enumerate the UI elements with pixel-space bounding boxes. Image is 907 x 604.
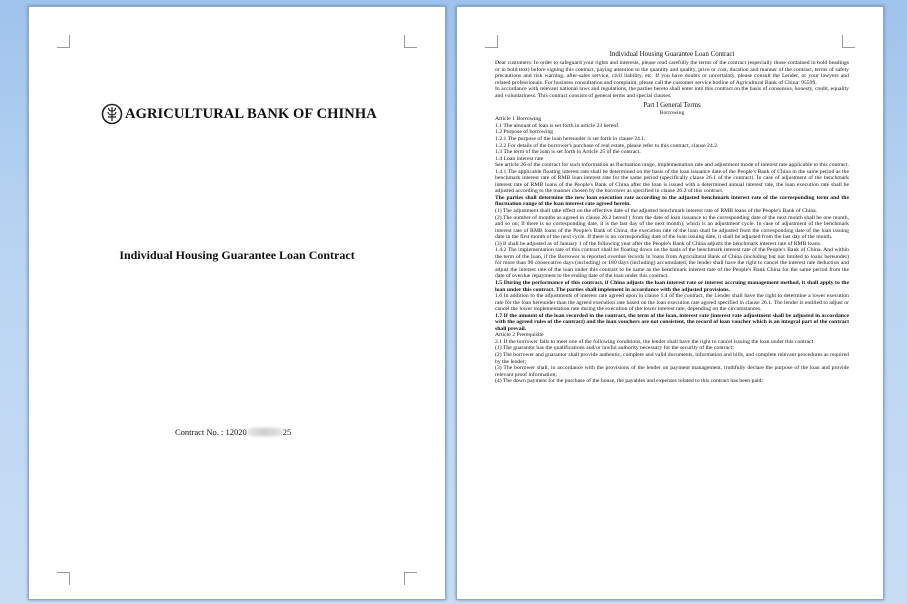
intro-paragraph: In accordance with relevant national laws and regulations, the parties hereto shall enter into this contract on the basis of consensus, honesty, credit, equality and voluntariness. This contract consists of general terms and special clauses. [495,86,849,99]
crop-mark [404,35,417,48]
crop-mark [485,35,498,48]
contract-body [495,51,849,385]
contract-number [175,427,291,437]
clause-line: (3) It shall be adjusted as of January 1 of the following year after the People's Bank of China adjusts the benchmark interest rate of RMB loans. [495,240,822,247]
contract-title: Individual Housing Guarantee Loan Contract [609,51,735,58]
bold-clause [495,280,849,293]
clause-line: 1.4 Loan interest rate [495,155,544,162]
crop-mark [57,35,70,48]
clause-line: 1.4.1 The applicable floating interest rate shall be determined on the basis of the loan issuance date of the People's Bank of China in the same period as the benchmark interest rate of RMB loan interest rate for the same period (specifically clause 26.1 of the contract). In case of adjustment of the benchmark interest rate of RMB loans of the People's Bank of China after the loan is issued with a determined annual interest rate, the loan execution rate shall be adjusted according to the manner chosen by the borrower as specified in clause 26.2 of this contract. [495,168,849,195]
bank-logo-row [101,103,377,125]
clause-line: 1.2.2 For details of the borrower's purchase of real estate, please refer to this contract, clause 24.2. [495,142,719,149]
clause-line: Article 1 Borrowing [495,116,542,123]
contract-number-prefix: 12020 [225,427,247,437]
clause-line: (4) The down payment for the purchase of the house, the payables and expenses related to this contract has been paid; [495,378,763,385]
part-heading: Part I General Terms [643,102,701,110]
clause-line: (1) The adjustment shall take effect on the effective date of the adjusted benchmark interest rate of RMB loans of the People's Bank of China. [495,207,818,214]
clause-line: 1.2.1 The purpose of the loan hereunder is set forth in clause 24.1. [495,135,646,142]
clause-line: 1.1 The amount of loan is set forth in article 23 hereof. [495,122,620,129]
redacted-digits [247,427,283,437]
clause-line: 2.1 If the borrower fails to meet one of the following conditions, the lender shall have the right to cancel issuing the loan under this contract: [495,338,815,345]
crop-mark [404,572,417,585]
bold-text: 1.7 If the amount of the loan recorded in the contract, the term of the loan, interest rate (interest rate adjustment shall be adjusted in accordance with the agreed rules of the contract) and the loan vouchers are not consistent, the record of loan voucher which is an integral part of the contract shall prevail. [495,312,849,332]
bank-name: AGRICULTURAL BANK OF CHINHA [125,105,377,122]
contract-number-suffix: 25 [282,427,292,437]
bold-text: 1.5 During the performance of this contract, if China adjusts the loan interest rate or interest accruing management method, it shall apply to the loan under this contract. The parties shall implement in accordance with the adjusted provisions. [495,280,849,293]
crop-mark [842,35,855,48]
contract-page [456,6,884,600]
part-subheading: Borrowing [659,109,685,116]
clause-line: 1.2 Purpose of borrowing [495,129,554,136]
intro-paragraph: Dear customers: In order to safeguard your rights and interests, please read carefully the terms of the contract (especially those contained in bold headings or in bold text) before signing this contract, paying attention to the quantity and quality, price or cost, duration and manner of the contract, terms of safety precautions and risk warning, after-sales service, civil liability, etc. If you have doubts or uncertainty, please consult the Lender, or your lawyers and related professionals. For business consultation and complaint, please call the customer service hotline of Agricultural Bank of China: 95599. [495,60,849,86]
clause-line: See article 26 of the contract for such information as fluctuation range, implementation rate and adjustment mode of interest rate applicable to this contract. [495,162,849,169]
crop-mark [57,572,70,585]
clause-line: 1.6 In addition to the adjustments of interest rate agreed upon in clause 1.4 of the contract, the Lender shall have the right to determine a lower execution rate for the loan hereunder than the agreed execution rate based on the loan execution rate agreed specified in clause 26.1. The lender is entitled to adjust or cancel the lower implementation rate during the execution of the lower interest rate, depending on the circumstances. [495,293,849,313]
clause-line: (2) The number of months as agreed in clause 26.2 hereof ( from the date of loan issuance to the corresponding date of the next month shall be one month, and so on; If there is no corresponding date, it is the last day of the next month), which is an adjustment cycle. In case of adjustment of the benchmark interest rate of RMB loans of the People's Bank of China, the execution rate of the loan shall be adjusted from the corresponding date of the loan issuing date in the first month of the next cycle. If there is no corresponding date of the loan issuing date, it shall be adjusted from the last day of the month. [495,214,849,241]
clause-line: (3) The borrower shall, in accordance with the provisions of the lender on payment management, truthfully declare the purpose of the loan and provide relevant proof information; [495,365,849,378]
cover-title: Individual Housing Guarantee Loan Contract [119,248,355,262]
bold-clause [495,313,849,333]
clause-line: Article 2 Prerequisite [495,332,544,339]
clause-line: (1) The guarantor has the qualifications and/or lawful authority necessary for the security of the contract; [495,345,734,352]
bold-clause [495,195,849,208]
cover-page [28,6,446,600]
clause-line: (2) The borrower and guarantor shall provide authentic, complete and valid documents, information and bills, and complete relevant procedures as required by the lender; [495,352,849,365]
contract-number-label: Contract No. : [175,427,226,437]
clause-line: 1.3 The term of the loan is set forth in Article 25 of the contract. [495,149,641,156]
clause-line: 1.4.2 The implementation rate of this contract shall be floating down on the basis of the benchmark interest rate of the People's Bank of China. And within the term of the loan, if the Borrower is reported overdue records in loans from Agricultural Bank of China (including but not limited to loans hereunder) for more than 90 consecutive days (including) or 180 days (including) accumulated, the lender shall have the right to cancel the interest rate deduction and adjust the interest rate of the loan under this contract to be same as the benchmark interest rate of the People's Bank China for the same period from the date of overdue repayment to the ending date of the loan under this contract. [495,247,849,280]
bold-text: The parties shall determine the new loan execution rate according to the adjusted benchmark interest rate of the corresponding term and the fluctuation range of the loan interest rate agreed herein. [495,194,849,208]
bank-logo-icon [101,103,123,125]
